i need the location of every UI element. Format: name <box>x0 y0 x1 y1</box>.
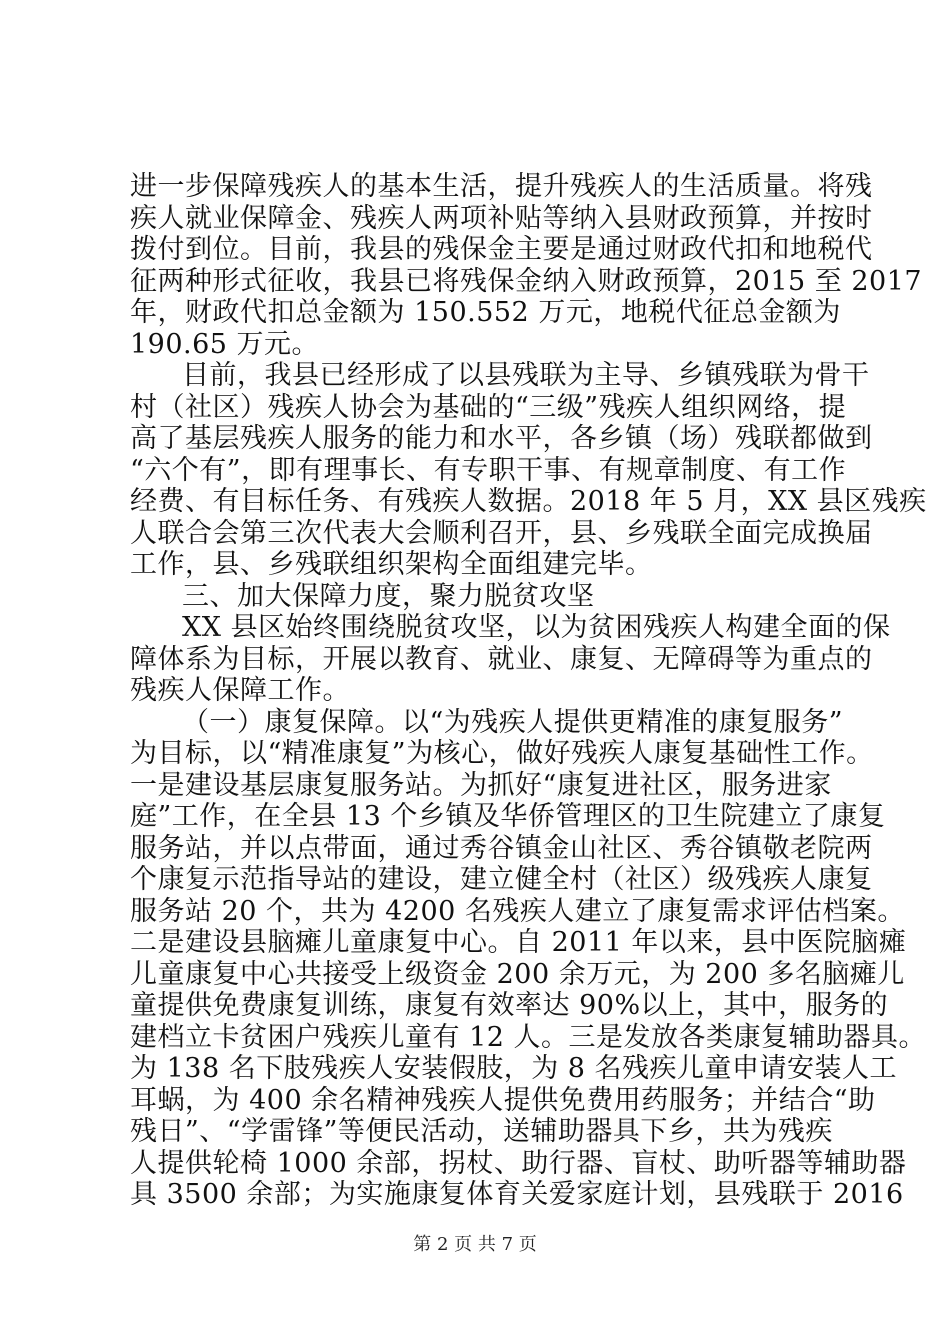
page-footer: 第 2 页 共 7 页 <box>413 1234 537 1255</box>
paragraph-line: 庭”工作，在全县 13 个乡镇及华侨管理区的卫生院建立了康复 <box>130 801 886 832</box>
paragraph-line: 二是建设县脑瘫儿童康复中心。自 2011 年以来，县中医院脑瘫 <box>130 927 907 958</box>
subsection-text: 以“为残疾人提供更精准的康复服务” <box>402 706 844 738</box>
paragraph-line: 疾人就业保障金、残疾人两项补贴等纳入县财政预算，并按时 <box>130 202 873 234</box>
paragraph-line: 为 138 名下肢残疾人安装假肢，为 8 名残疾儿童申请安装人工 <box>130 1053 898 1084</box>
paragraph-line: 190.65 万元。 <box>130 328 320 360</box>
paragraph-line: XX 县区始终围绕脱贫攻坚，以为贫困残疾人构建全面的保 <box>182 612 891 643</box>
paragraph-line: 拨付到位。目前，我县的残保金主要是通过财政代扣和地税代 <box>130 234 873 265</box>
paragraph-line: 障体系为目标，开展以教育、就业、康复、无障碍等为重点的 <box>130 643 873 675</box>
paragraph-line: 经费、有目标任务、有残疾人数据。2018 年 5 月，XX 县区残疾 <box>130 486 927 517</box>
paragraph-line: 耳蜗，为 400 余名精神残疾人提供免费用药服务；并结合“助 <box>130 1084 876 1116</box>
paragraph-line: 服务站 20 个，共为 4200 名残疾人建立了康复需求评估档案。 <box>130 895 905 927</box>
paragraph-line: 年，财政代扣总金额为 150.552 万元，地税代征总金额为 <box>130 297 841 328</box>
paragraph-line: 残疾人保障工作。 <box>130 675 350 706</box>
paragraph-line: 儿童康复中心共接受上级资金 200 余万元，为 200 多名脑瘫儿 <box>130 958 905 990</box>
paragraph-line: 人提供轮椅 1000 余部，拐杖、助行器、盲杖、助听器等辅助器 <box>130 1147 907 1179</box>
paragraph-line: 个康复示范指导站的建设，建立健全村（社区）级残疾人康复 <box>130 864 873 895</box>
paragraph-line: 进一步保障残疾人的基本生活，提升残疾人的生活质量。将残 <box>130 171 873 202</box>
paragraph-line: 童提供免费康复训练，康复有效率达 90%以上，其中，服务的 <box>130 990 889 1021</box>
paragraph-line: 为目标，以“精准康复”为核心，做好残疾人康复基础性工作。 <box>130 738 874 769</box>
paragraph-line: 人联合会第三次代表大会顺利召开，县、乡残联全面完成换届 <box>130 517 873 549</box>
paragraph-line: 一是建设基层康复服务站。为抓好“康复进社区，服务进家 <box>130 769 832 801</box>
paragraph-line: 工作，县、乡残联组织架构全面组建完毕。 <box>130 549 653 580</box>
subsection-heading: （一）康复保障。 <box>182 706 402 738</box>
paragraph-line: 建档立卡贫困户残疾儿童有 12 人。三是发放各类康复辅助器具。 <box>130 1021 927 1053</box>
paragraph-line: 服务站，并以点带面，通过秀谷镇金山社区、秀谷镇敬老院两 <box>130 832 873 864</box>
paragraph-line: 高了基层残疾人服务的能力和水平，各乡镇（场）残联都做到 <box>130 423 873 454</box>
paragraph-line: 征两种形式征收，我县已将残保金纳入财政预算，2015 至 2017 <box>130 265 923 297</box>
paragraph-line: “六个有”，即有理事长、有专职干事、有规章制度、有工作 <box>130 454 847 486</box>
paragraph-line: 目前，我县已经形成了以县残联为主导、乡镇残联为骨干 <box>182 360 870 391</box>
subsection-line <box>182 706 843 740</box>
section-heading: 三、加大保障力度，聚力脱贫攻坚 <box>182 580 595 612</box>
paragraph-line: 具 3500 余部；为实施康复体育关爱家庭计划，县残联于 2016 <box>130 1179 904 1210</box>
paragraph-line: 残日”、“学雷锋”等便民活动，送辅助器具下乡，共为残疾 <box>130 1116 833 1147</box>
paragraph-line: 村（社区）残疾人协会为基础的“三级”残疾人组织网络，提 <box>130 391 847 423</box>
